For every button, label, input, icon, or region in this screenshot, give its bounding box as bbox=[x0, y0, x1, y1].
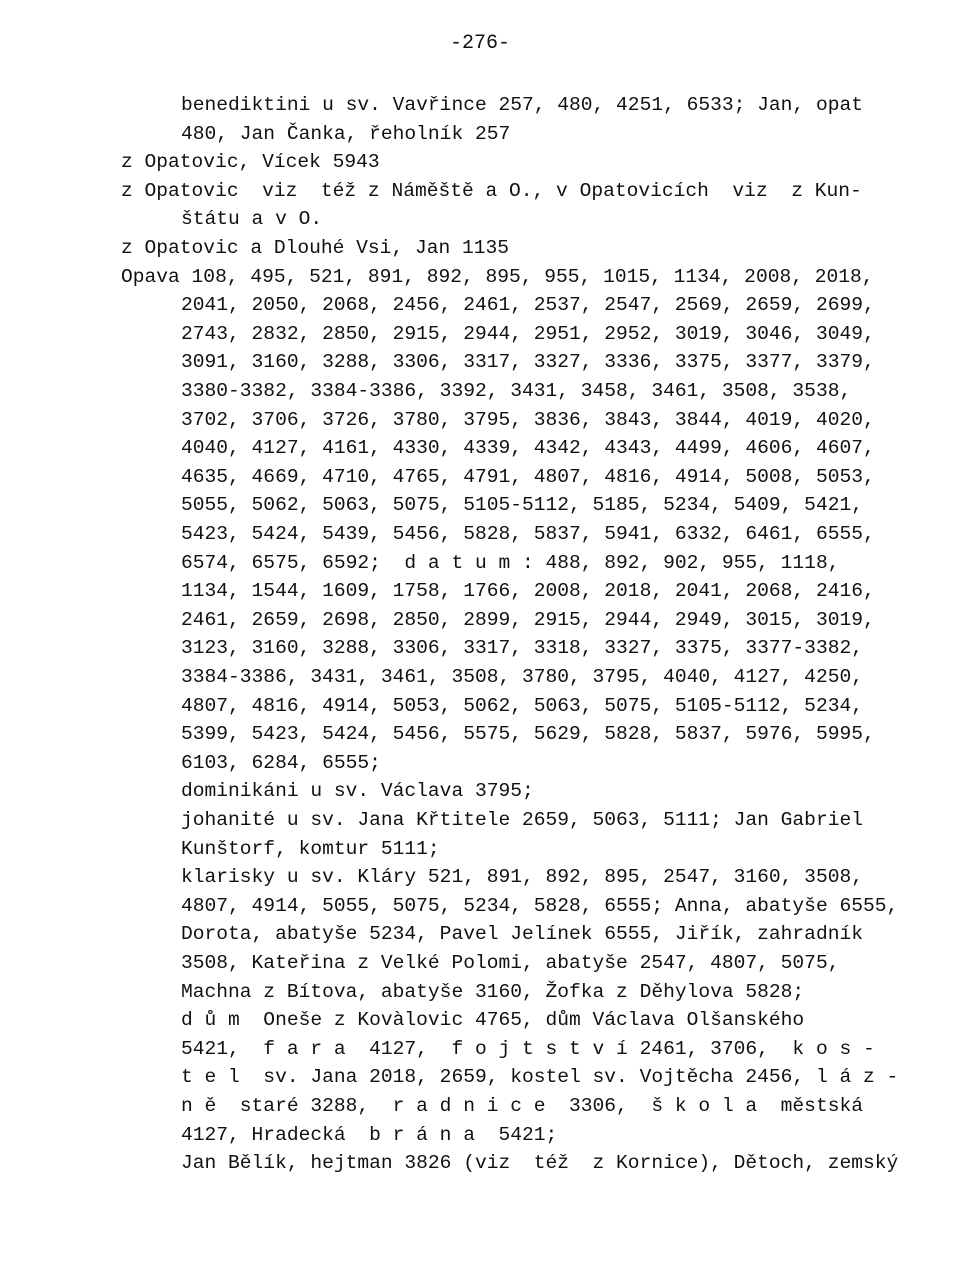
index-line: d ů m Oneše z Kovàlovic 4765, dům Václava Olšanského bbox=[181, 1009, 805, 1032]
index-line: 3508, Kateřina z Velké Polomi, abatyše 2547, 4807, 5075, bbox=[181, 952, 840, 974]
index-line: 3123, 3160, 3288, 3306, 3317, 3318, 3327, 3375, 3377-3382, bbox=[181, 637, 863, 660]
index-line: johanité u sv. Jana Křtitele 2659, 5063, 5111; Jan Gabriel bbox=[181, 809, 863, 831]
index-line: z Opatovic a Dlouhé Vsi, Jan 1135 bbox=[121, 237, 510, 259]
index-line: Jan Bělík, hejtman 3826 (viz též z Kornice), Dětoch, zemský bbox=[181, 1152, 899, 1175]
index-line: Opava 108, 495, 521, 891, 892, 895, 955, 1015, 1134, 2008, 2018, bbox=[121, 265, 874, 288]
index-line: štátu a v O. bbox=[181, 208, 323, 231]
index-line: 5055, 5062, 5063, 5075, 5105-5112, 5185, 5234, 5409, 5421, bbox=[181, 494, 863, 517]
index-line: 6574, 6575, 6592; d a t u m : 488, 892, 902, 955, 1118, bbox=[181, 551, 840, 574]
index-line: t e l sv. Jana 2018, 2659, kostel sv. Vojtěcha 2456, l á z - bbox=[181, 1066, 899, 1089]
index-line: 2041, 2050, 2068, 2456, 2461, 2537, 2547, 2569, 2659, 2699, bbox=[181, 294, 875, 317]
index-line: 3702, 3706, 3726, 3780, 3795, 3836, 3843, 3844, 4019, 4020, bbox=[181, 408, 875, 431]
index-line: z Opatovic, Vícek 5943 bbox=[121, 151, 380, 174]
index-line: Dorota, abatyše 5234, Pavel Jelínek 6555, Jiřík, zahradník bbox=[181, 923, 863, 946]
page-number: -276- bbox=[449, 32, 510, 55]
index-line: 3384-3386, 3431, 3461, 3508, 3780, 3795, 4040, 4127, 4250, bbox=[181, 666, 863, 688]
index-line: 4127, Hradecká b r á n a 5421; bbox=[181, 1123, 558, 1146]
index-line: 480, Jan Čanka, řeholník 257 bbox=[181, 122, 511, 145]
index-line: 4807, 4914, 5055, 5075, 5234, 5828, 6555; Anna, abatyše 6555, bbox=[181, 894, 899, 917]
index-line: 2461, 2659, 2698, 2850, 2899, 2915, 2944, 2949, 3015, 3019, bbox=[181, 608, 875, 631]
index-line: 1134, 1544, 1609, 1758, 1766, 2008, 2018, 2041, 2068, 2416, bbox=[181, 580, 875, 603]
index-line: 4807, 4816, 4914, 5053, 5062, 5063, 5075, 5105-5112, 5234, bbox=[181, 694, 863, 717]
index-line: 2743, 2832, 2850, 2915, 2944, 2951, 2952, 3019, 3046, 3049, bbox=[181, 322, 875, 345]
index-line: n ě staré 3288, r a d n i c e 3306, š k o l a městská bbox=[181, 1095, 863, 1117]
index-line: 5399, 5423, 5424, 5456, 5575, 5629, 5828, 5837, 5976, 5995, bbox=[181, 723, 875, 746]
index-line: 5421, f a r a 4127, f o j t s t v í 2461, 3706, k o s - bbox=[181, 1037, 875, 1060]
index-line: 3091, 3160, 3288, 3306, 3317, 3327, 3336, 3375, 3377, 3379, bbox=[181, 351, 875, 374]
index-line: z Opatovic viz též z Náměště a O., v Opatovicích viz z Kun- bbox=[121, 179, 862, 202]
index-line: benediktini u sv. Vavřince 257, 480, 4251, 6533; Jan, opat bbox=[181, 94, 863, 116]
index-line: klarisky u sv. Kláry 521, 891, 892, 895, 2547, 3160, 3508, bbox=[181, 866, 863, 889]
index-line: Kunštorf, komtur 5111; bbox=[181, 837, 440, 860]
index-line: 3380-3382, 3384-3386, 3392, 3431, 3458, 3461, 3508, 3538, bbox=[181, 380, 852, 402]
index-line: 4635, 4669, 4710, 4765, 4791, 4807, 4816, 4914, 5008, 5053, bbox=[181, 465, 875, 488]
index-line: 6103, 6284, 6555; bbox=[181, 751, 381, 774]
index-line: dominikáni u sv. Václava 3795; bbox=[181, 780, 534, 803]
index-line: 4040, 4127, 4161, 4330, 4339, 4342, 4343, 4499, 4606, 4607, bbox=[181, 437, 875, 460]
index-line: Machna z Bítova, abatyše 3160, Žofka z Děhylova 5828; bbox=[181, 980, 805, 1003]
index-line: 5423, 5424, 5439, 5456, 5828, 5837, 5941, 6332, 6461, 6555, bbox=[181, 523, 875, 545]
